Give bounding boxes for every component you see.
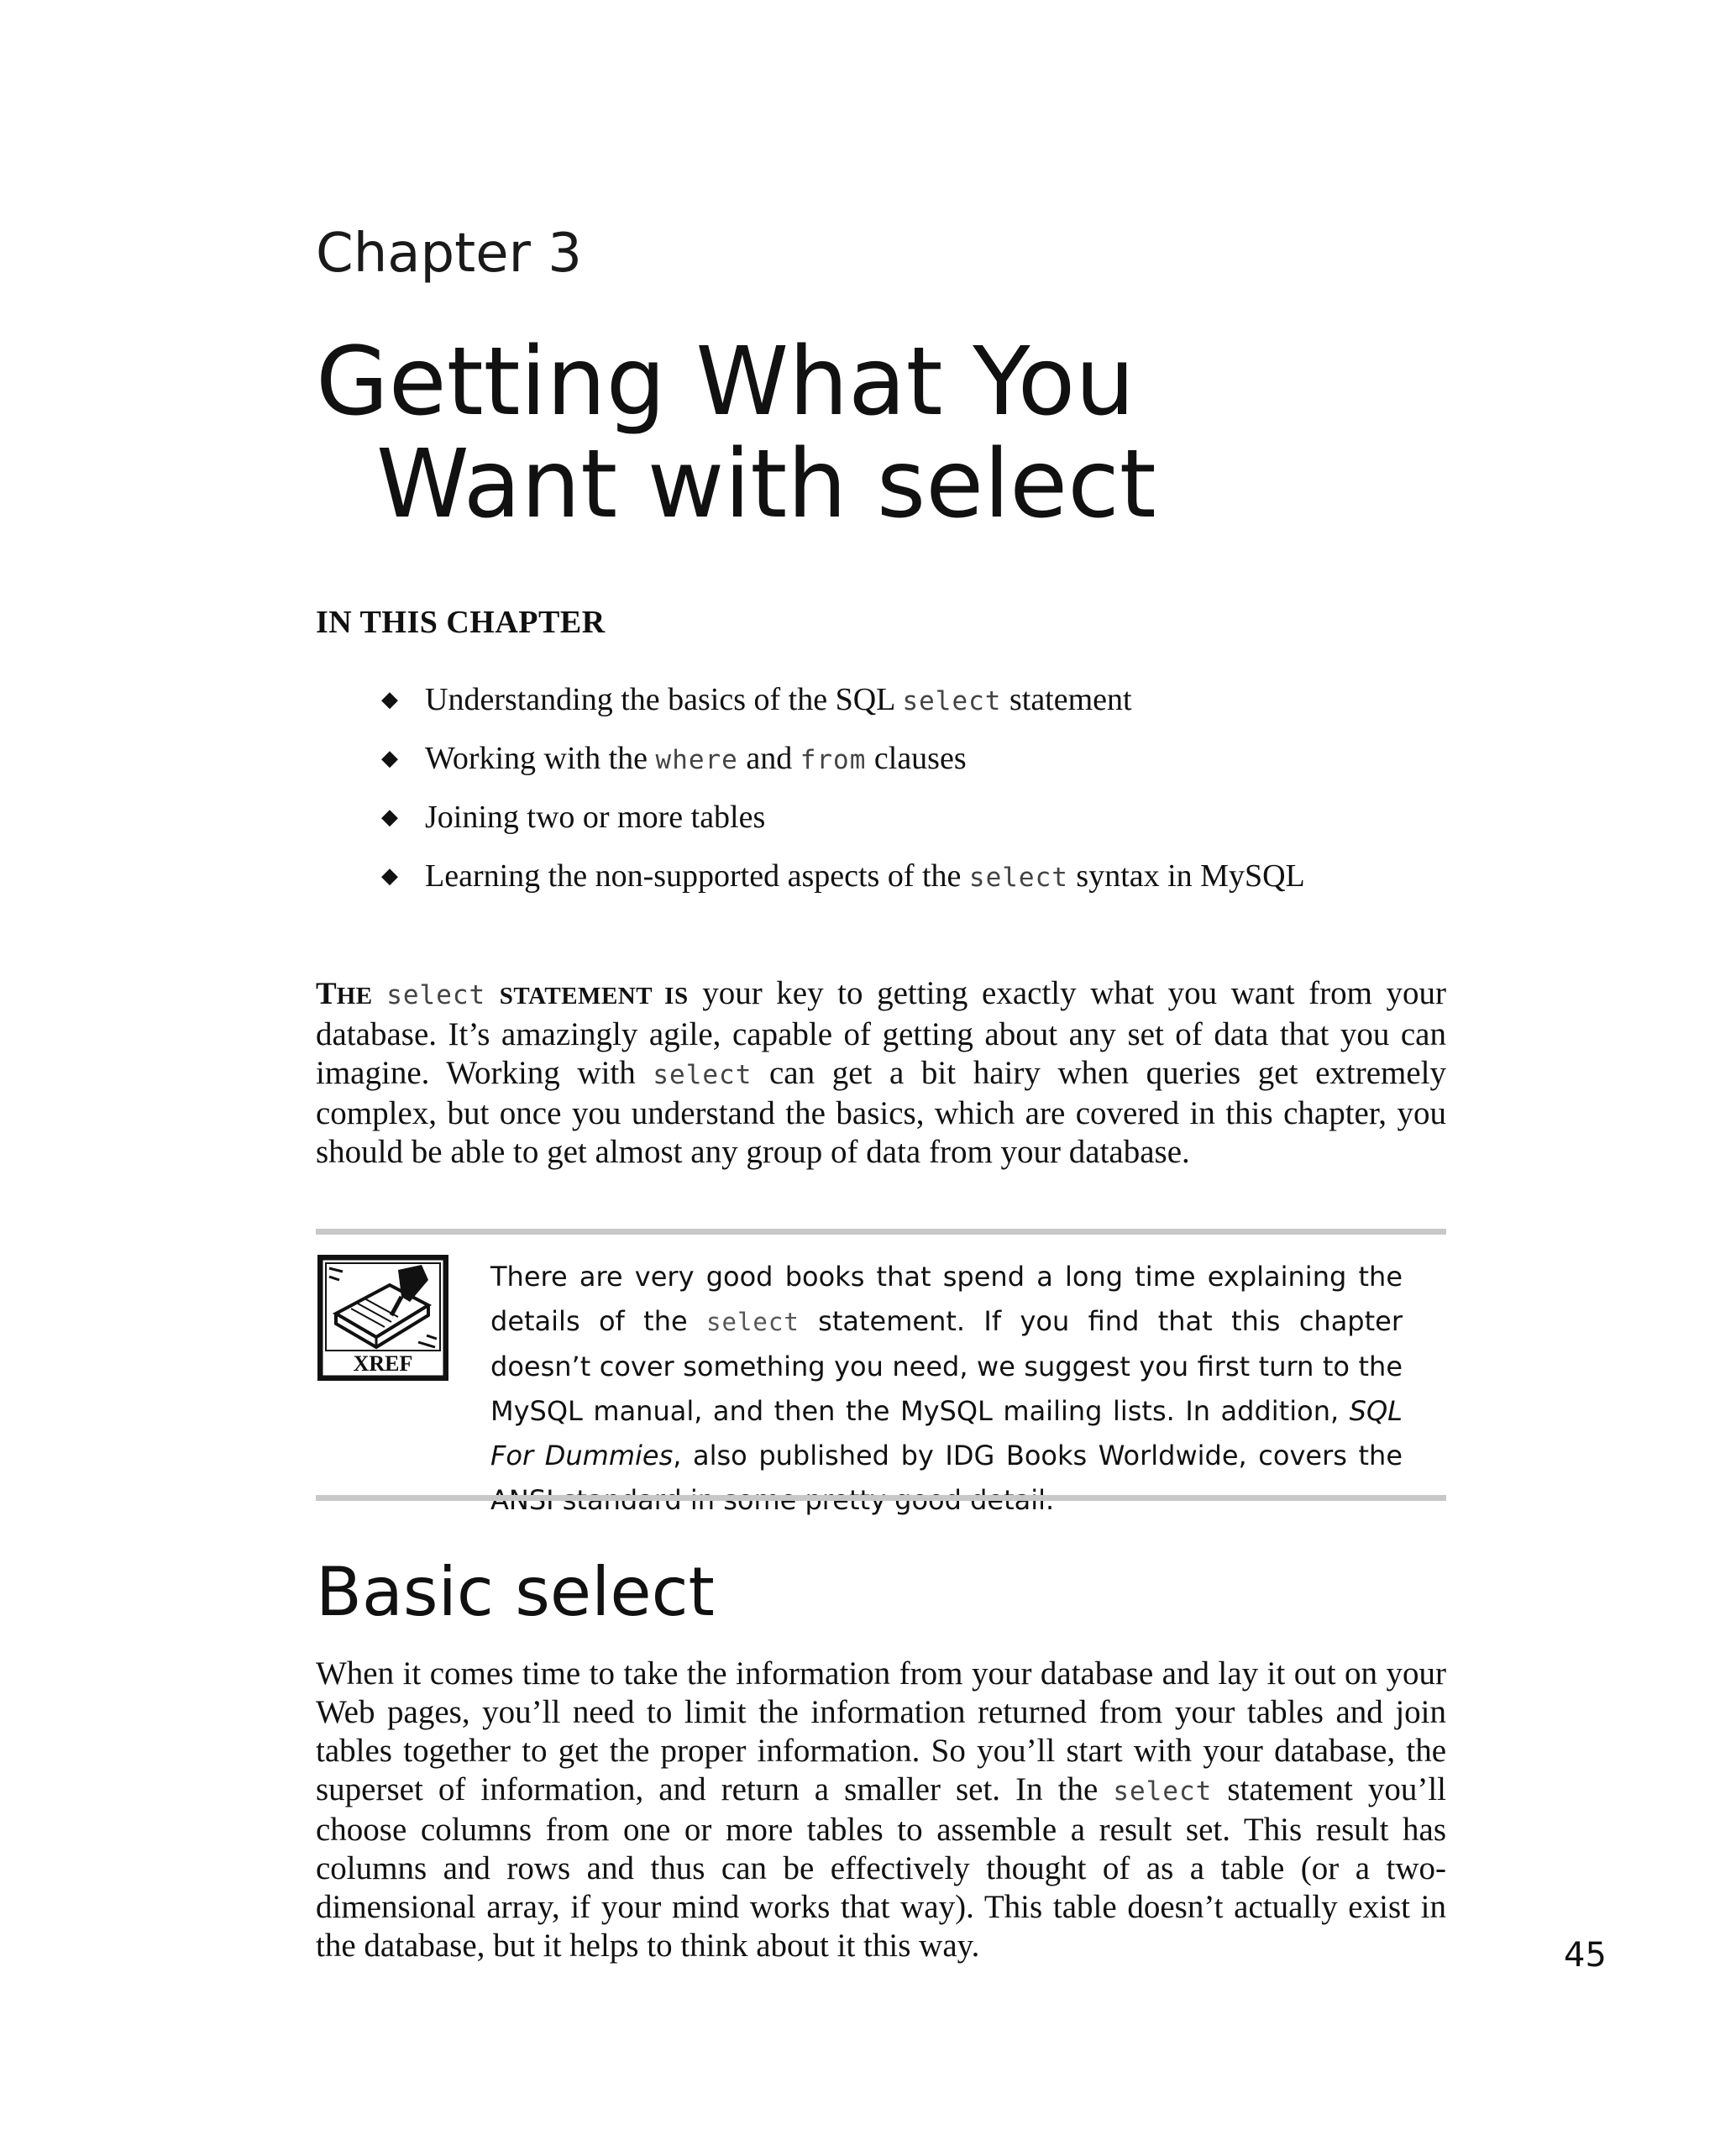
xref-bottom-rule — [316, 1495, 1446, 1501]
list-item — [381, 737, 1305, 796]
inline-code: from — [800, 745, 867, 775]
chapter-title — [316, 328, 1156, 539]
page-number: 45 — [1564, 1936, 1607, 1975]
list-item-text: Working with the where and from clauses — [425, 741, 967, 776]
body-paragraph: When it comes time to take the information from your database and lay it out on your Web pages, you’ll need to limit the information returned from your tables and join tables together to get the proper information. So you’ll start with your database, the superset of information, and return a smaller set. In the select statement you’ll choose columns from one or more tables to assemble a result set. This result has columns and rows and thus can be effectively thought of as a table (or a two-dimensional array, if your mind works that way). This table doesn’t actually exist in the database, but it helps to think about it this way. — [316, 1655, 1447, 1964]
inline-code: select — [968, 863, 1068, 893]
chapter-title-line-2: Want with select — [376, 430, 1156, 539]
chapter-topics-list — [381, 679, 1305, 914]
list-item-text: Learning the non-supported aspects of the select syntax in MySQL — [425, 858, 1305, 894]
inline-code: select — [653, 1060, 752, 1090]
list-item — [381, 679, 1305, 737]
in-this-chapter-heading: IN THIS CHAPTER — [316, 605, 606, 640]
xref-top-rule — [316, 1229, 1446, 1235]
book-title: SQL For Dummies — [490, 1395, 1403, 1471]
diamond-bullet-icon: ◆ — [381, 863, 398, 888]
list-item — [381, 796, 1305, 855]
diamond-bullet-icon: ◆ — [381, 805, 398, 829]
inline-code: select — [1113, 1776, 1213, 1807]
section-heading: Basic select — [316, 1553, 715, 1631]
chapter-title-line-1: Getting What You — [316, 328, 1135, 437]
list-item-text: Joining two or more tables — [425, 800, 766, 835]
xref-book-icon — [317, 1255, 448, 1381]
chapter-label: Chapter 3 — [316, 223, 582, 285]
inline-code: where — [655, 745, 738, 775]
xref-icon-label: XREF — [353, 1351, 413, 1376]
inline-code: select — [706, 1308, 800, 1336]
inline-code: select — [386, 980, 486, 1010]
intro-paragraph: THE select STATEMENT IS your key to getting exactly what you want from your database. It’s amazingly agile, capable of getting about any set of data that you can imagine. Working with select can get a bit hairy when queries get extremely complex, but once you understand the basics, which are covered in this chapter, you should be able to get almost any group of data from your database. — [316, 975, 1447, 1170]
xref-note-text: There are very good books that spend a long time explaining the details of the select statement. If you find that this chapter doesn’t cover something you need, we suggest you first turn to the MySQL manual, and then the MySQL mailing lists. In addition, SQL For Dummies, also published by IDG Books Worldwide, covers the — [490, 1261, 1403, 1471]
diamond-bullet-icon: ◆ — [381, 687, 398, 711]
list-item-text: Understanding the basics of the SQL select statement — [425, 682, 1132, 717]
list-item — [381, 855, 1305, 914]
diamond-bullet-icon: ◆ — [381, 746, 398, 770]
inline-code: select — [902, 686, 1002, 716]
